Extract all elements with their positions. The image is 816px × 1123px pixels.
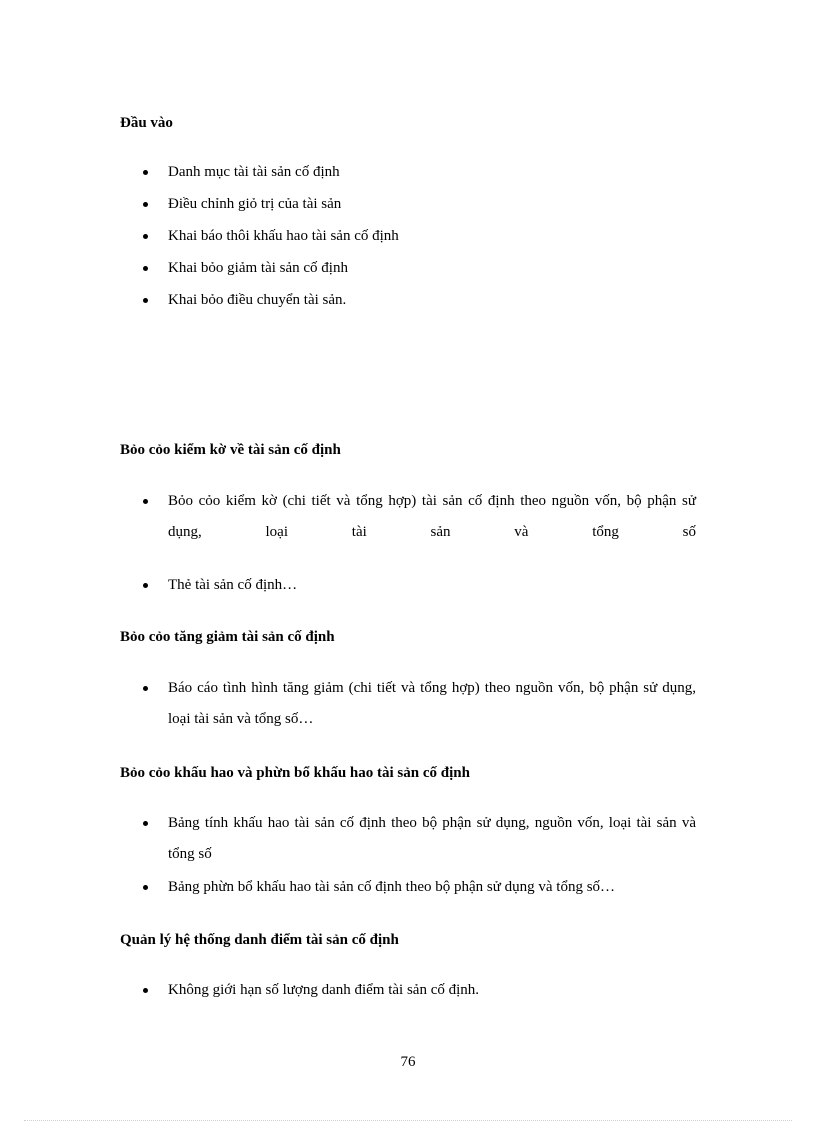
- list-item-text: Báo cáo tình hình tăng giảm (chi tiết và tổng hợp) theo nguồn vốn, bộ phận sử dụng, loại tài sản và tổng số…: [168, 680, 696, 727]
- bullet-icon: [143, 988, 148, 993]
- section-heading-increase-decrease-report: Bỏo cỏo tăng giảm tài sản cố định: [120, 629, 335, 645]
- bullet-icon: [143, 885, 148, 890]
- section-heading-inventory-report: Bỏo cỏo kiểm kờ về tài sản cố định: [120, 442, 341, 458]
- list-item-text: Bảng tính khấu hao tài sản cố định theo bộ phận sử dụng, nguồn vốn, loại tài sản và tổng số: [168, 815, 696, 862]
- bullet-icon: [143, 298, 148, 303]
- list-item-text: Điều chỉnh giỏ trị của tài sản: [168, 196, 342, 212]
- list-item: [143, 975, 696, 1006]
- list-item-text: Bỏo cỏo kiểm kờ (chi tiết và tổng hợp) tài sản cố định theo nguồn vốn, bộ phận sử dụng, loại tài sản và tổng số: [168, 493, 696, 540]
- list-item-text: Thẻ tài sản cố định…: [168, 577, 298, 593]
- page-number: 76: [400, 1054, 416, 1070]
- list-item-text: Khai bỏo giảm tài sản cố định: [168, 260, 348, 276]
- list-item: [143, 189, 696, 220]
- list-item: [143, 486, 696, 548]
- list-item: [143, 808, 696, 870]
- section-heading-depreciation-report: Bỏo cỏo khấu hao và phừn bổ khấu hao tài sản cố định: [120, 765, 470, 781]
- bullet-icon: [143, 202, 148, 207]
- list-item-text: Khai bỏo điều chuyển tài sản.: [168, 292, 347, 308]
- section-heading-inputs: Đầu vào: [120, 115, 173, 131]
- list-item-text: Danh mục tài tài sản cố định: [168, 164, 340, 180]
- bullet-icon: [143, 170, 148, 175]
- list-item: [143, 285, 696, 316]
- list-item: [143, 157, 696, 188]
- bullet-icon: [143, 686, 148, 691]
- list-item: [143, 570, 696, 601]
- section-heading-catalog-management: Quản lý hệ thống danh điểm tài sản cố định: [120, 932, 399, 948]
- bullet-icon: [143, 266, 148, 271]
- bullet-icon: [143, 234, 148, 239]
- list-item: [143, 253, 696, 284]
- bullet-icon: [143, 499, 148, 504]
- bullet-icon: [143, 821, 148, 826]
- bullet-icon: [143, 583, 148, 588]
- list-item-text: Bảng phừn bổ khấu hao tài sản cố định theo bộ phận sử dụng và tổng số…: [168, 879, 616, 895]
- list-item-text: Khai báo thôi khấu hao tài sản cố định: [168, 228, 399, 244]
- list-item: [143, 673, 696, 735]
- page-bottom-divider: [24, 1120, 792, 1121]
- list-item: [143, 872, 696, 903]
- list-item: [143, 221, 696, 252]
- list-item-text: Không giới hạn số lượng danh điểm tài sản cố định.: [168, 982, 480, 998]
